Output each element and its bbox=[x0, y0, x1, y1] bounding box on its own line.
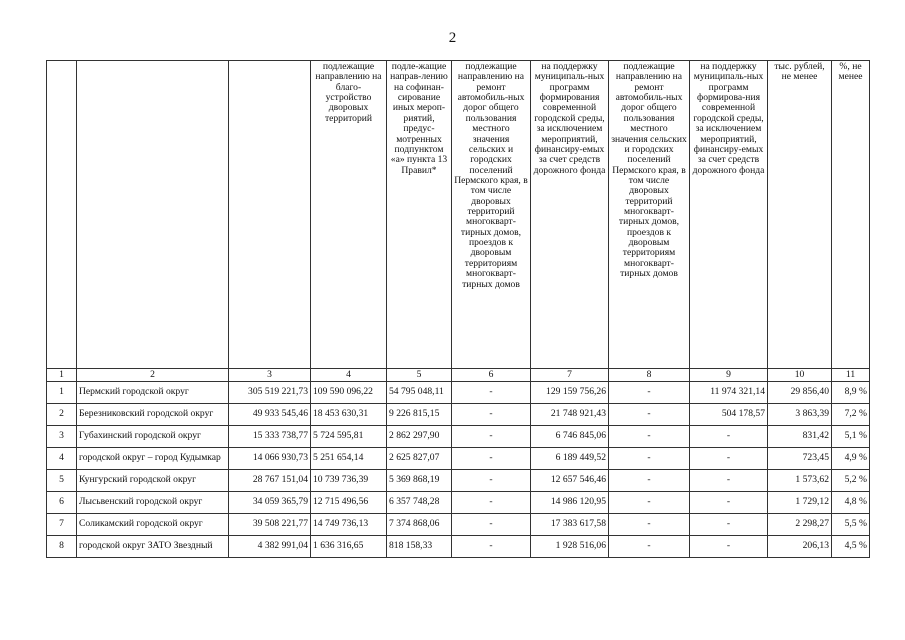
percent-cell: 8,9 % bbox=[832, 382, 870, 404]
road-repair-cell: - bbox=[452, 536, 531, 558]
road-repair-2-cell: - bbox=[609, 536, 690, 558]
column-number: 4 bbox=[311, 369, 387, 382]
municipality-name-cell: городской округ ЗАТО Звездный bbox=[77, 536, 229, 558]
total-amount-cell: 305 519 221,73 bbox=[229, 382, 311, 404]
header-row bbox=[47, 61, 870, 369]
cofinancing-cell: 5 369 868,19 bbox=[387, 470, 452, 492]
column-number-row bbox=[47, 369, 870, 382]
cofinancing-cell: 818 158,33 bbox=[387, 536, 452, 558]
road-repair-cell: - bbox=[452, 492, 531, 514]
road-repair-2-cell: - bbox=[609, 470, 690, 492]
table-row bbox=[47, 426, 870, 448]
thousand-rubles-cell: 1 729,12 bbox=[768, 492, 832, 514]
column-number: 1 bbox=[47, 369, 77, 382]
percent-cell: 5,5 % bbox=[832, 514, 870, 536]
road-repair-cell: - bbox=[452, 470, 531, 492]
header-cell-7: на поддержку муниципаль-ных программ формирования современной городской среды, за исключением мероприятий, финансиру-емых за счет средств дорожного фонда bbox=[531, 61, 609, 369]
percent-cell: 4,9 % bbox=[832, 448, 870, 470]
column-number: 2 bbox=[77, 369, 229, 382]
column-number: 9 bbox=[690, 369, 768, 382]
header-cell-3 bbox=[229, 61, 311, 369]
cofinancing-cell: 54 795 048,11 bbox=[387, 382, 452, 404]
row-number-cell: 7 bbox=[47, 514, 77, 536]
yard-improvement-cell: 109 590 096,22 bbox=[311, 382, 387, 404]
table-row bbox=[47, 536, 870, 558]
municipality-name-cell: Кунгурский городской округ bbox=[77, 470, 229, 492]
column-number: 10 bbox=[768, 369, 832, 382]
percent-cell: 7,2 % bbox=[832, 404, 870, 426]
table-row bbox=[47, 404, 870, 426]
municipality-name-cell: Березниковский городской округ bbox=[77, 404, 229, 426]
total-amount-cell: 39 508 221,77 bbox=[229, 514, 311, 536]
road-repair-2-cell: - bbox=[609, 514, 690, 536]
road-repair-cell: - bbox=[452, 426, 531, 448]
road-repair-2-cell: - bbox=[609, 426, 690, 448]
cofinancing-cell: 7 374 868,06 bbox=[387, 514, 452, 536]
total-amount-cell: 15 333 738,77 bbox=[229, 426, 311, 448]
yard-improvement-cell: 10 739 736,39 bbox=[311, 470, 387, 492]
yard-improvement-cell: 1 636 316,65 bbox=[311, 536, 387, 558]
total-amount-cell: 28 767 151,04 bbox=[229, 470, 311, 492]
row-number-cell: 3 bbox=[47, 426, 77, 448]
row-number-cell: 6 bbox=[47, 492, 77, 514]
urban-program-2-cell: - bbox=[690, 536, 768, 558]
header-cell-5: подле-жащие направ-лению на софинан-сирование иных мероп-риятий, предус-мотренных подпунктом «а» пункта 13 Правил* bbox=[387, 61, 452, 369]
header-cell-6: подлежащие направлению на ремонт автомобиль-ных дорог общего пользования местного значения сельских и городских поселений Пермского края, в том числе дворовых территорий многокварт-тирных домов, проездов к дворовым территориям многокварт-тирных домов bbox=[452, 61, 531, 369]
road-repair-2-cell: - bbox=[609, 404, 690, 426]
percent-cell: 4,5 % bbox=[832, 536, 870, 558]
page-number: 2 bbox=[448, 30, 457, 46]
cofinancing-cell: 9 226 815,15 bbox=[387, 404, 452, 426]
urban-program-cell: 14 986 120,95 bbox=[531, 492, 609, 514]
column-number: 5 bbox=[387, 369, 452, 382]
row-number-cell: 2 bbox=[47, 404, 77, 426]
thousand-rubles-cell: 29 856,40 bbox=[768, 382, 832, 404]
column-number: 7 bbox=[531, 369, 609, 382]
road-repair-cell: - bbox=[452, 514, 531, 536]
total-amount-cell: 49 933 545,46 bbox=[229, 404, 311, 426]
thousand-rubles-cell: 2 298,27 bbox=[768, 514, 832, 536]
percent-cell: 4,8 % bbox=[832, 492, 870, 514]
row-number-cell: 8 bbox=[47, 536, 77, 558]
urban-program-2-cell: - bbox=[690, 426, 768, 448]
yard-improvement-cell: 18 453 630,31 bbox=[311, 404, 387, 426]
thousand-rubles-cell: 723,45 bbox=[768, 448, 832, 470]
urban-program-cell: 6 189 449,52 bbox=[531, 448, 609, 470]
urban-program-2-cell: - bbox=[690, 448, 768, 470]
urban-program-cell: 17 383 617,58 bbox=[531, 514, 609, 536]
table-row bbox=[47, 448, 870, 470]
column-number: 3 bbox=[229, 369, 311, 382]
table-row bbox=[47, 382, 870, 404]
thousand-rubles-cell: 3 863,39 bbox=[768, 404, 832, 426]
road-repair-cell: - bbox=[452, 448, 531, 470]
subsidy-table bbox=[46, 60, 870, 558]
total-amount-cell: 4 382 991,04 bbox=[229, 536, 311, 558]
percent-cell: 5,1 % bbox=[832, 426, 870, 448]
row-number-cell: 1 bbox=[47, 382, 77, 404]
cofinancing-cell: 6 357 748,28 bbox=[387, 492, 452, 514]
urban-program-2-cell: 504 178,57 bbox=[690, 404, 768, 426]
municipality-name-cell: городской округ – город Кудымкар bbox=[77, 448, 229, 470]
cofinancing-cell: 2 862 297,90 bbox=[387, 426, 452, 448]
column-number: 6 bbox=[452, 369, 531, 382]
column-number: 11 bbox=[832, 369, 870, 382]
table-row bbox=[47, 514, 870, 536]
header-cell-4: подлежащие направлению на благо-устройство дворовых территорий bbox=[311, 61, 387, 369]
municipality-name-cell: Пермский городской округ bbox=[77, 382, 229, 404]
road-repair-2-cell: - bbox=[609, 448, 690, 470]
header-cell-11: %, не менее bbox=[832, 61, 870, 369]
urban-program-cell: 21 748 921,43 bbox=[531, 404, 609, 426]
percent-cell: 5,2 % bbox=[832, 470, 870, 492]
urban-program-cell: 1 928 516,06 bbox=[531, 536, 609, 558]
yard-improvement-cell: 12 715 496,56 bbox=[311, 492, 387, 514]
table-row bbox=[47, 492, 870, 514]
header-cell-2 bbox=[77, 61, 229, 369]
thousand-rubles-cell: 831,42 bbox=[768, 426, 832, 448]
urban-program-2-cell: - bbox=[690, 470, 768, 492]
header-cell-8: подлежащие направлению на ремонт автомобиль-ных дорог общего пользования местного значения сельских и городских поселений Пермского края, в том числе дворовых территорий многокварт-тирных домов, проездов к дворовым территориям многокварт-тирных домов bbox=[609, 61, 690, 369]
yard-improvement-cell: 5 724 595,81 bbox=[311, 426, 387, 448]
column-number: 8 bbox=[609, 369, 690, 382]
total-amount-cell: 34 059 365,79 bbox=[229, 492, 311, 514]
total-amount-cell: 14 066 930,73 bbox=[229, 448, 311, 470]
row-number-cell: 4 bbox=[47, 448, 77, 470]
thousand-rubles-cell: 206,13 bbox=[768, 536, 832, 558]
yard-improvement-cell: 14 749 736,13 bbox=[311, 514, 387, 536]
table-row bbox=[47, 470, 870, 492]
road-repair-cell: - bbox=[452, 382, 531, 404]
municipality-name-cell: Лысьвенский городской округ bbox=[77, 492, 229, 514]
cofinancing-cell: 2 625 827,07 bbox=[387, 448, 452, 470]
road-repair-cell: - bbox=[452, 404, 531, 426]
yard-improvement-cell: 5 251 654,14 bbox=[311, 448, 387, 470]
municipality-name-cell: Губахинский городской округ bbox=[77, 426, 229, 448]
urban-program-2-cell: - bbox=[690, 492, 768, 514]
header-cell-10: тыс. рублей, не менее bbox=[768, 61, 832, 369]
urban-program-cell: 129 159 756,26 bbox=[531, 382, 609, 404]
header-cell-1 bbox=[47, 61, 77, 369]
urban-program-2-cell: - bbox=[690, 514, 768, 536]
urban-program-cell: 6 746 845,06 bbox=[531, 426, 609, 448]
thousand-rubles-cell: 1 573,62 bbox=[768, 470, 832, 492]
municipality-name-cell: Соликамский городской округ bbox=[77, 514, 229, 536]
urban-program-cell: 12 657 546,46 bbox=[531, 470, 609, 492]
header-cell-9: на поддержку муниципаль-ных программ формирова-ния современной городской среды, за исключением мероприятий, финансиру-емых за счет средств дорожного фонда bbox=[690, 61, 768, 369]
road-repair-2-cell: - bbox=[609, 492, 690, 514]
row-number-cell: 5 bbox=[47, 470, 77, 492]
urban-program-2-cell: 11 974 321,14 bbox=[690, 382, 768, 404]
road-repair-2-cell: - bbox=[609, 382, 690, 404]
